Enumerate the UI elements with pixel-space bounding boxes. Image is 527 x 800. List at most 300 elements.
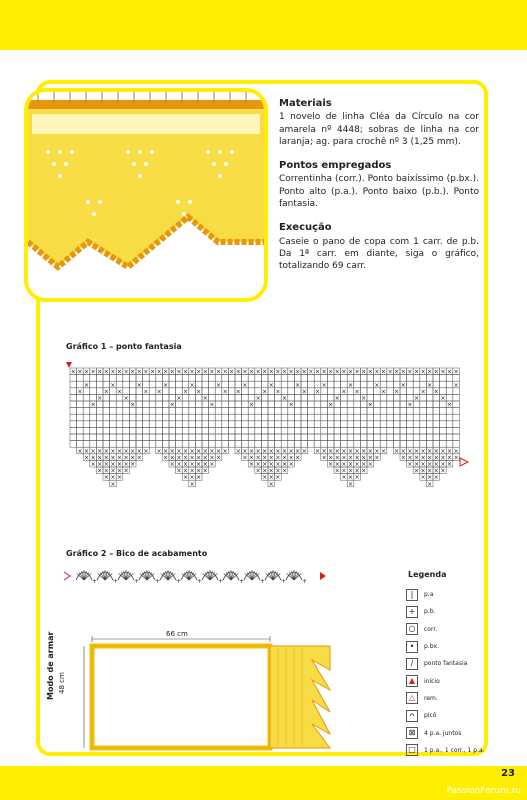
plus-mark: +: [280, 578, 287, 585]
legend-item: [406, 638, 485, 655]
grid-cell: [143, 421, 150, 428]
grid-cell: [222, 427, 229, 434]
grid-cell: [90, 381, 97, 388]
grid-cell: [255, 427, 262, 434]
x-mark: ×: [420, 474, 426, 482]
x-mark: ×: [407, 461, 413, 468]
grid-cell: [308, 394, 315, 401]
x-mark: ×: [394, 447, 400, 455]
grid-cell: [182, 414, 189, 421]
x-mark: ×: [446, 447, 453, 455]
grid-cell: [314, 414, 321, 421]
grid-cell: [433, 414, 440, 421]
grid-cell: [341, 401, 348, 408]
grid-cell: [209, 394, 216, 401]
x-mark: ×: [262, 454, 268, 462]
x-mark: ×: [182, 474, 189, 482]
grid-cell: [334, 441, 341, 448]
grid-cell: [103, 414, 110, 421]
x-mark: ×: [143, 447, 149, 455]
grid-cell: [367, 434, 374, 441]
x-mark: ×: [400, 447, 406, 455]
grid-cell: [281, 441, 288, 448]
x-mark: ×: [215, 381, 222, 389]
x-mark: ×: [255, 467, 261, 475]
grid-cell: [268, 401, 275, 408]
x-mark: ×: [90, 461, 96, 468]
grid-cell: [149, 381, 156, 388]
x-mark: ×: [367, 368, 373, 376]
x-mark: ×: [367, 447, 373, 455]
x-mark: ×: [427, 381, 433, 389]
grid-cell: [446, 414, 453, 421]
x-mark: ×: [361, 461, 367, 468]
x-mark: ×: [77, 447, 83, 455]
x-mark: ×: [427, 480, 433, 488]
grid-cell: [202, 441, 209, 448]
x-mark: ×: [255, 368, 261, 376]
x-mark: ×: [321, 447, 327, 455]
grid-cell: [334, 421, 341, 428]
x-mark: ×: [407, 454, 413, 462]
grid-cell: [327, 388, 334, 395]
grid-cell: [446, 441, 453, 448]
grid-cell: [354, 408, 361, 415]
grid-cell: [195, 427, 202, 434]
grid-cell: [70, 388, 77, 395]
grid-cell: [195, 414, 202, 421]
x-mark: ×: [380, 368, 387, 376]
grid-cell: [393, 427, 400, 434]
grid-cell: [248, 388, 255, 395]
x-mark: ×: [347, 447, 354, 455]
grid-cell: [149, 408, 156, 415]
grid-cell: [242, 394, 249, 401]
grid-cell: [209, 381, 216, 388]
grid-cell: [103, 381, 110, 388]
x-mark: ×: [202, 461, 208, 468]
x-mark: ×: [169, 461, 175, 468]
grid-cell: [268, 414, 275, 421]
grid-cell: [70, 427, 77, 434]
grid-cell: [182, 401, 189, 408]
grid-cell: [83, 421, 90, 428]
grid-cell: [116, 414, 123, 421]
grid-cell: [228, 408, 235, 415]
grid-cell: [103, 441, 110, 448]
grid-cell: [202, 388, 209, 395]
x-mark: ×: [413, 447, 420, 455]
grid-cell: [156, 408, 163, 415]
grid-cell: [70, 394, 77, 401]
grid-cell: [176, 421, 183, 428]
x-mark: ×: [202, 368, 208, 376]
x-mark: ×: [182, 467, 189, 475]
x-mark: ×: [334, 454, 340, 462]
x-mark: ×: [136, 381, 142, 389]
x-mark: ×: [413, 395, 420, 402]
grid-cell: [453, 414, 460, 421]
x-mark: ×: [341, 454, 347, 462]
grid-cell: [334, 381, 341, 388]
grid-cell: [96, 408, 103, 415]
grid-cell: [182, 408, 189, 415]
grid-cell: [446, 381, 453, 388]
x-mark: ×: [347, 467, 354, 475]
grid-cell: [288, 394, 295, 401]
x-mark: ×: [361, 447, 367, 455]
grid-cell: [393, 381, 400, 388]
grid-cell: [129, 421, 136, 428]
grid-cell: [446, 427, 453, 434]
grid-cell: [341, 408, 348, 415]
x-mark: ×: [196, 388, 202, 396]
x-mark: ×: [83, 454, 90, 462]
grid-cell: [387, 408, 394, 415]
grid-cell: [83, 441, 90, 448]
x-mark: ×: [354, 388, 360, 396]
grid-cell: [440, 408, 447, 415]
x-mark: ×: [288, 461, 294, 468]
x-mark: ×: [255, 395, 261, 402]
grid-cell: [202, 434, 209, 441]
x-mark: ×: [341, 388, 347, 396]
grid-cell: [149, 434, 156, 441]
x-mark: ×: [123, 395, 129, 402]
x-mark: ×: [400, 381, 406, 389]
grid-cell: [374, 408, 381, 415]
grid-cell: [400, 401, 407, 408]
grid-cell: [314, 421, 321, 428]
grid-cell: [242, 408, 249, 415]
x-mark: ×: [328, 447, 334, 455]
grid-cell: [268, 408, 275, 415]
x-mark: ×: [407, 368, 413, 376]
grid-cell: [222, 441, 229, 448]
x-mark: ×: [262, 461, 268, 468]
grid-cell: [321, 394, 328, 401]
x-mark: ×: [77, 368, 83, 376]
x-mark: ×: [334, 368, 340, 376]
grid-cell: [116, 401, 123, 408]
grid-cell: [209, 441, 216, 448]
grid-cell: [156, 421, 163, 428]
legend-symbol-icon: ᴖ: [406, 710, 418, 722]
grid-cell: [96, 427, 103, 434]
plus-mark: +: [238, 578, 245, 585]
grid-cell: [393, 414, 400, 421]
x-mark: ×: [97, 395, 103, 402]
grid-cell: [189, 441, 196, 448]
grid-cell: [321, 441, 328, 448]
grid-cell: [420, 408, 427, 415]
grid-cell: [103, 434, 110, 441]
x-mark: ×: [176, 447, 182, 455]
x-mark: ×: [427, 467, 433, 475]
grid-cell: [149, 394, 156, 401]
grid-cell: [90, 394, 97, 401]
x-mark: ×: [176, 467, 182, 475]
x-mark: ×: [215, 368, 222, 376]
legend-label: corr.: [424, 625, 438, 633]
x-mark: ×: [222, 388, 228, 396]
x-mark: ×: [202, 454, 208, 462]
grid-cell: [420, 414, 427, 421]
chart1-title: Gráfico 1 – ponto fantasia: [66, 342, 182, 351]
legend-item: [406, 655, 485, 672]
x-mark: ×: [130, 454, 136, 462]
x-mark: ×: [222, 447, 228, 455]
x-mark: ×: [354, 454, 360, 462]
grid-cell: [433, 434, 440, 441]
x-mark: ×: [387, 368, 393, 376]
x-mark: ×: [123, 368, 129, 376]
grid-cell: [70, 408, 77, 415]
grid-cell: [129, 381, 136, 388]
grid-cell: [275, 427, 282, 434]
x-mark: ×: [242, 381, 248, 389]
x-mark: ×: [136, 368, 142, 376]
grid-cell: [202, 408, 209, 415]
grid-cell: [294, 408, 301, 415]
x-mark: ×: [248, 368, 255, 376]
grid-cell: [215, 441, 222, 448]
grid-cell: [110, 441, 117, 448]
grid-cell: [380, 441, 387, 448]
x-mark: ×: [440, 447, 446, 455]
grid-cell: [77, 414, 84, 421]
grid-cell: [136, 434, 143, 441]
grid-cell: [156, 427, 163, 434]
legend-symbol-icon: +: [406, 606, 418, 618]
x-mark: ×: [202, 467, 208, 475]
grid-cell: [360, 427, 367, 434]
x-mark: ×: [143, 388, 149, 396]
grid-cell: [281, 414, 288, 421]
grid-cell: [288, 427, 295, 434]
x-mark: ×: [189, 381, 195, 389]
grid-cell: [308, 381, 315, 388]
grid-cell: [341, 414, 348, 421]
grid-cell: [123, 421, 130, 428]
grid-cell: [222, 421, 229, 428]
x-mark: ×: [248, 454, 255, 462]
x-mark: ×: [248, 447, 255, 455]
x-mark: ×: [103, 388, 109, 396]
crochet-photo-art: [28, 92, 264, 298]
grid-cell: [96, 434, 103, 441]
x-mark: ×: [314, 388, 321, 396]
grid-cell: [143, 427, 150, 434]
grid-cell: [393, 401, 400, 408]
grid-cell: [110, 414, 117, 421]
x-mark: ×: [130, 461, 136, 468]
grid-cell: [189, 414, 196, 421]
legend-symbol-icon: ▲: [406, 675, 418, 687]
x-mark: ×: [427, 447, 433, 455]
x-mark: ×: [413, 454, 420, 462]
page-number: 23: [501, 768, 515, 779]
legend-item: [406, 690, 485, 707]
grid-cell: [380, 427, 387, 434]
grid-cell: [162, 421, 169, 428]
x-mark: ×: [334, 447, 340, 455]
grid-cell: [288, 414, 295, 421]
grid-cell: [453, 401, 460, 408]
grid-cell: [156, 401, 163, 408]
x-mark: ×: [275, 447, 281, 455]
x-mark: ×: [235, 388, 241, 396]
x-mark: ×: [182, 447, 189, 455]
grid-cell: [228, 388, 235, 395]
x-mark: ×: [413, 467, 420, 475]
grid-cell: [400, 434, 407, 441]
x-mark: ×: [110, 447, 116, 455]
grid-cell: [176, 388, 183, 395]
x-mark: ×: [268, 480, 274, 488]
grid-cell: [387, 434, 394, 441]
grid-cell: [195, 381, 202, 388]
grid-cell: [209, 414, 216, 421]
grid-cell: [215, 434, 222, 441]
x-mark: ×: [103, 467, 109, 475]
x-mark: ×: [235, 447, 241, 455]
grid-cell: [90, 421, 97, 428]
legend-label: rem.: [424, 694, 438, 702]
grid-cell: [116, 408, 123, 415]
x-mark: ×: [281, 461, 288, 468]
grid-cell: [420, 441, 427, 448]
grid-cell: [136, 441, 143, 448]
x-mark: ×: [453, 381, 459, 389]
legend-symbol-icon: |: [406, 589, 418, 601]
grid-cell: [400, 394, 407, 401]
grid-cell: [380, 408, 387, 415]
grid-cell: [202, 421, 209, 428]
x-mark: ×: [110, 454, 116, 462]
x-mark: ×: [295, 454, 301, 462]
grid-cell: [195, 401, 202, 408]
x-mark: ×: [130, 368, 136, 376]
grid-cell: [367, 414, 374, 421]
grid-cell: [354, 427, 361, 434]
grid-cell: [308, 414, 315, 421]
grid-cell: [182, 381, 189, 388]
x-mark: ×: [116, 461, 123, 468]
grid-cell: [169, 434, 176, 441]
crochet-photo: [24, 88, 268, 302]
grid-cell: [176, 408, 183, 415]
x-mark: ×: [367, 454, 373, 462]
grid-cell: [426, 421, 433, 428]
x-mark: ×: [116, 467, 123, 475]
grid-cell: [116, 381, 123, 388]
x-mark: ×: [110, 480, 116, 488]
grid-cell: [123, 441, 130, 448]
grid-cell: [426, 434, 433, 441]
grid-cell: [334, 427, 341, 434]
grid-cell: [248, 421, 255, 428]
grid-cell: [70, 381, 77, 388]
grid-cell: [281, 434, 288, 441]
plus-mark: +: [112, 578, 119, 585]
grid-cell: [248, 414, 255, 421]
grid-cell: [275, 441, 282, 448]
grid-cell: [110, 408, 117, 415]
x-mark: ×: [433, 454, 439, 462]
x-mark: ×: [341, 474, 347, 482]
x-mark: ×: [209, 454, 215, 462]
grid-cell: [215, 401, 222, 408]
grid-cell: [387, 421, 394, 428]
x-mark: ×: [341, 447, 347, 455]
x-mark: ×: [116, 388, 123, 396]
x-mark: ×: [361, 467, 367, 475]
grid-cell: [242, 427, 249, 434]
grid-cell: [123, 408, 130, 415]
grid-cell: [360, 381, 367, 388]
grid-cell: [453, 441, 460, 448]
x-mark: ×: [354, 461, 360, 468]
grid-cell: [70, 421, 77, 428]
x-mark: ×: [321, 454, 327, 462]
x-mark: ×: [196, 447, 202, 455]
legend-symbol-icon: •: [406, 641, 418, 653]
grid-cell: [354, 434, 361, 441]
x-mark: ×: [321, 368, 327, 376]
x-mark: ×: [156, 447, 162, 455]
x-mark: ×: [453, 454, 459, 462]
grid-cell: [228, 441, 235, 448]
grid-cell: [426, 401, 433, 408]
grid-cell: [261, 408, 268, 415]
grid-cell: [209, 427, 216, 434]
x-mark: ×: [268, 467, 274, 475]
grid-cell: [301, 381, 308, 388]
x-mark: ×: [262, 368, 268, 376]
grid-cell: [446, 388, 453, 395]
grid-cell: [202, 381, 209, 388]
grid-cell: [308, 427, 315, 434]
grid-cell: [255, 381, 262, 388]
grid-cell: [440, 414, 447, 421]
grid-cell: [367, 394, 374, 401]
grid-cell: [255, 408, 262, 415]
grid-cell: [420, 381, 427, 388]
x-mark: ×: [189, 467, 195, 475]
x-mark: ×: [433, 461, 439, 468]
grid-cell: [334, 414, 341, 421]
grid-cell: [162, 401, 169, 408]
x-mark: ×: [374, 368, 380, 376]
x-mark: ×: [189, 474, 195, 482]
grid-cell: [136, 401, 143, 408]
plus-mark: +: [196, 578, 203, 585]
grid-cell: [70, 441, 77, 448]
grid-cell: [433, 421, 440, 428]
grid-cell: [387, 427, 394, 434]
grid-cell: [136, 421, 143, 428]
x-mark: ×: [90, 447, 96, 455]
grid-cell: [228, 434, 235, 441]
grid-cell: [255, 414, 262, 421]
x-mark: ×: [440, 368, 446, 376]
legend-title: Legenda: [408, 570, 447, 579]
grid-cell: [334, 388, 341, 395]
x-mark: ×: [248, 401, 255, 409]
x-mark: ×: [209, 368, 215, 376]
x-mark: ×: [367, 461, 373, 468]
